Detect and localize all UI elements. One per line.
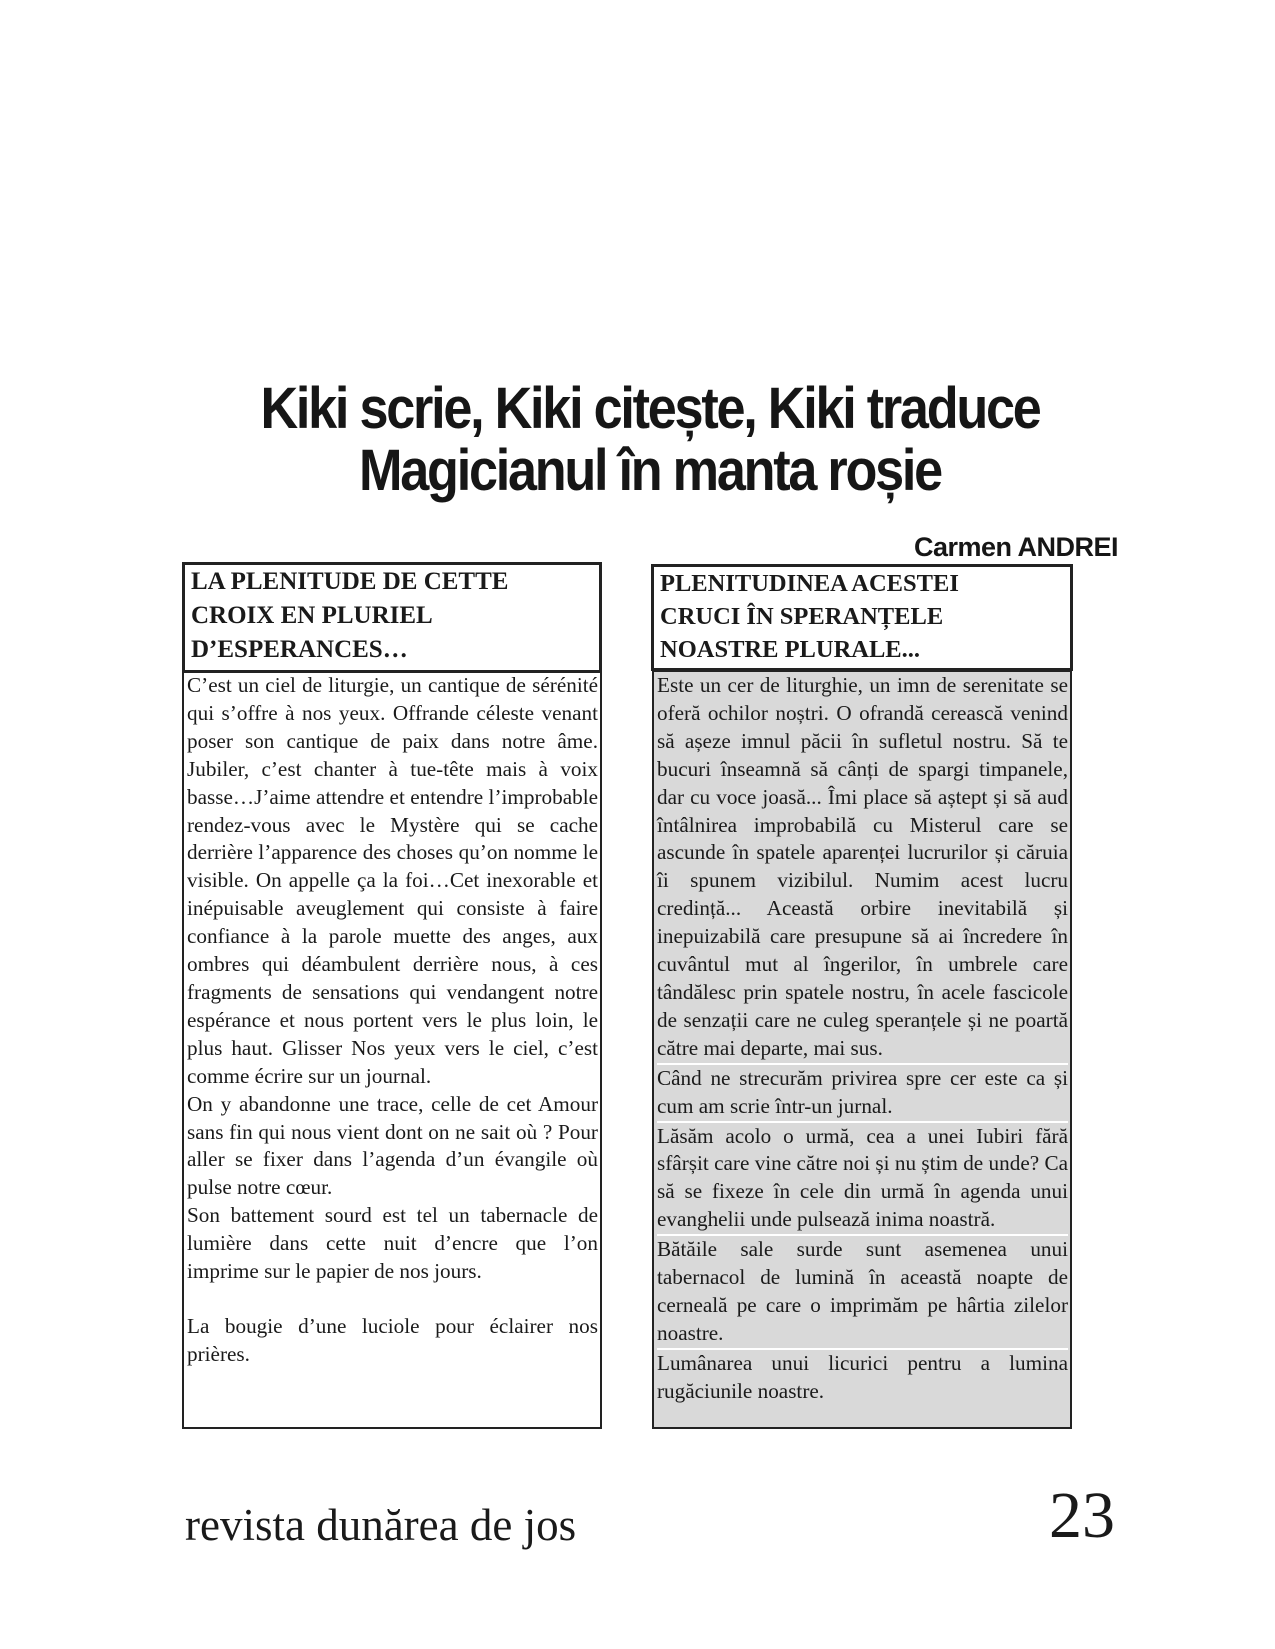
right-heading-box <box>651 564 1073 671</box>
right-heading-line: PLENITUDINEA ACESTEI <box>660 570 959 597</box>
page-number: 23 <box>1049 1479 1115 1552</box>
left-paragraph: On y abandonne une trace, celle de cet Amour sans fin qui nous vient dont on ne sait où ? Pour aller se fixer dans l’agenda d’un évangile où pulse notre cœur. <box>187 1091 598 1200</box>
paragraph-gap <box>187 1286 598 1313</box>
left-text-column <box>182 670 602 1429</box>
right-text-column <box>652 670 1072 1429</box>
right-heading-line: CRUCI ÎN SPERANȚELE <box>660 603 944 630</box>
left-heading-line: D’ESPERANCES… <box>191 636 408 663</box>
right-paragraph: Este un cer de liturghie, un imn de serenitate se oferă ochilor noștri. O ofrandă cerească venind să așeze imnul păcii în sufletul nostru. Să te bucuri înseamnă să cânți de spargi timpanele, dar cu voce joasă... Îmi place să aștept și să aud întâlnirea improbabilă cu Misterul care se ascunde în spatele aparenței lucrurilor și căruia îi spunem vizibilul. Numim acest lucru credință... Această orbire inevitabilă și inepuizabilă care presupune să ai încredere în cuvântul mut al îngerilor, în umbrele care tândălesc prin spatele nostru, în acele fascicole de senzații care ne culeg speranțele și ne poartă către mai departe, mai sus. <box>657 672 1068 1065</box>
article-title <box>200 378 1100 502</box>
right-heading-line: NOASTRE PLURALE... <box>660 636 921 663</box>
author-name: Carmen ANDREI <box>913 532 1118 562</box>
magazine-name: revista dunărea de jos <box>185 1500 577 1550</box>
left-paragraph: La bougie d’une luciole pour éclairer nos prières. <box>187 1313 598 1366</box>
title-line-2: Magicianul în manta roșie <box>359 438 941 503</box>
right-paragraph: Când ne strecurăm privirea spre cer este ca și cum am scrie într-un jurnal. <box>657 1065 1068 1123</box>
left-heading-line: CROIX EN PLURIEL <box>191 602 433 629</box>
right-paragraph: Lăsăm acolo o urmă, cea a unei Iubiri fără sfârșit care vine către noi și nu știm de unde? Ca să se fixeze în cele din urmă în agenda unui evanghelii unde pulsează inima noastră. <box>657 1123 1068 1237</box>
left-paragraph: Son battement sourd est tel un tabernacle de lumière dans cette nuit d’encre que l’on imprime sur le papier de nos jours. <box>187 1203 598 1284</box>
left-paragraph: C’est un ciel de liturgie, un cantique de sérénité qui s’offre à nos yeux. Offrande céleste venant poser son cantique de paix dans notre âme. Jubiler, c’est chanter à tue-tête mais à voix basse…J’aime attendre et entendre l’improbable rendez-vous avec le Mystère qui se cache derrière l’apparence des choses qu’on nomme le visible. On appelle ça la foi…Cet inexorable et inépuisable aveuglement qui consiste à faire confiance à la parole muette des anges, aux ombres qui déambulent derrière nous, à ces fragments de sensations qui vendangent notre espérance et nous portent vers le plus loin, le plus haut. Glisser Nos yeux vers le ciel, c’est comme écrire sur un journal. <box>187 673 598 1088</box>
right-paragraph: Lumânarea unui licurici pentru a lumina rugăciunile noastre. <box>657 1350 1068 1403</box>
left-heading-line: LA PLENITUDE DE CETTE <box>191 568 509 595</box>
right-paragraph: Bătăile sale surde sunt asemenea unui tabernacol de lumină în această noapte de cerneală pe care o imprimăm pe hârtia zilelor noastre. <box>657 1236 1068 1350</box>
title-line-1: Kiki scrie, Kiki citește, Kiki traduce <box>260 376 1040 441</box>
left-heading-box <box>182 562 602 673</box>
